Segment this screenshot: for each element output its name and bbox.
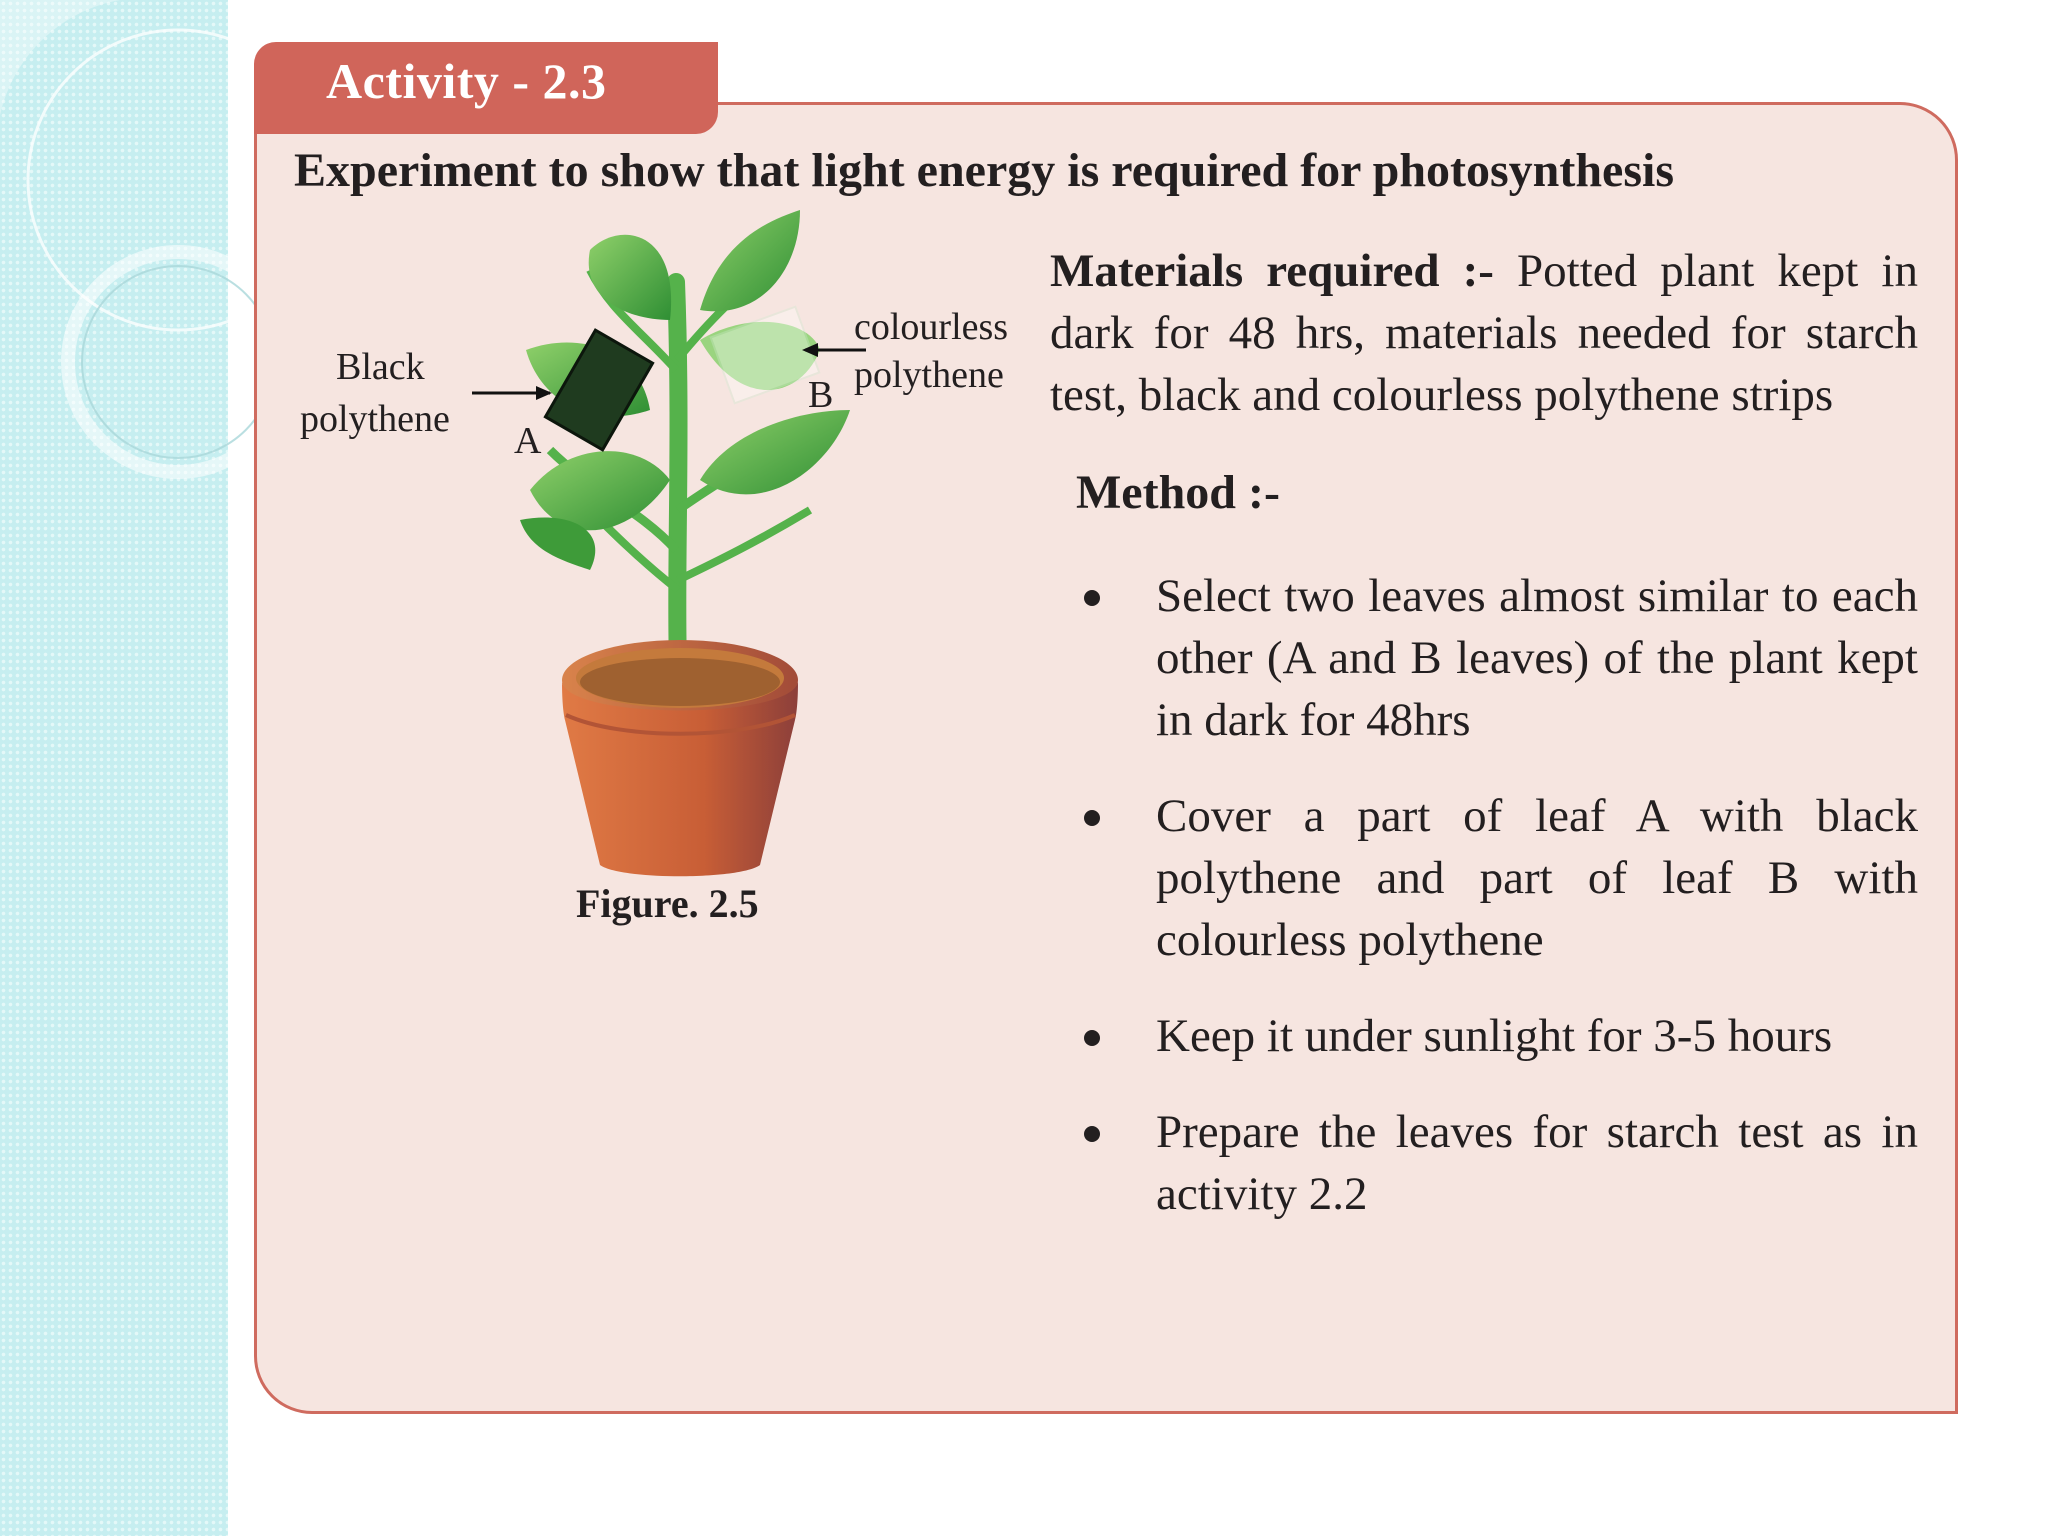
list-item: [1076, 785, 1918, 971]
figure-caption: Figure. 2.5: [576, 881, 759, 926]
step-text: Prepare the leaves for starch test as in activity 2.2: [1156, 1106, 1918, 1220]
leaf-b-label: B: [808, 374, 834, 416]
step-text: Keep it under sunlight for 3-5 hours: [1156, 1010, 1833, 1062]
leaf-a-label: A: [514, 420, 542, 462]
method-title: Method :-: [1076, 466, 1280, 519]
colourless-polythene-label: colourless: [854, 306, 1009, 348]
decorative-rings: [0, 0, 260, 520]
black-polythene-label: Black: [336, 346, 425, 388]
list-item: [1076, 565, 1918, 751]
black-polythene-label-line2: polythene: [300, 398, 450, 440]
bullet-icon: [1084, 590, 1100, 606]
bullet-icon: [1084, 1126, 1100, 1142]
bullet-icon: [1084, 1030, 1100, 1046]
method-steps-list: [1076, 565, 1918, 1259]
plant-figure: [290, 210, 1070, 930]
list-item: [1076, 1005, 1918, 1067]
experiment-heading: Experiment to show that light energy is required for photosynthesis: [294, 144, 1675, 197]
activity-tab: [254, 42, 718, 134]
colourless-polythene-label-line2: polythene: [854, 354, 1004, 396]
step-text: Cover a part of leaf A with black polythene and part of leaf B with colourless polythene: [1156, 790, 1918, 966]
materials-paragraph: [1050, 240, 1918, 426]
activity-label: Activity - 2.3: [326, 53, 607, 109]
list-item: [1076, 1101, 1918, 1225]
bullet-icon: [1084, 810, 1100, 826]
step-text: Select two leaves almost similar to each other (A and B leaves) of the plant kept in dark for 48hrs: [1156, 570, 1918, 746]
materials-title: Materials required :-: [1050, 245, 1494, 297]
materials-text: Potted plant kept in dark for 48 hrs, materials needed for starch test, black and colourless polythene strips: [1050, 245, 1918, 421]
